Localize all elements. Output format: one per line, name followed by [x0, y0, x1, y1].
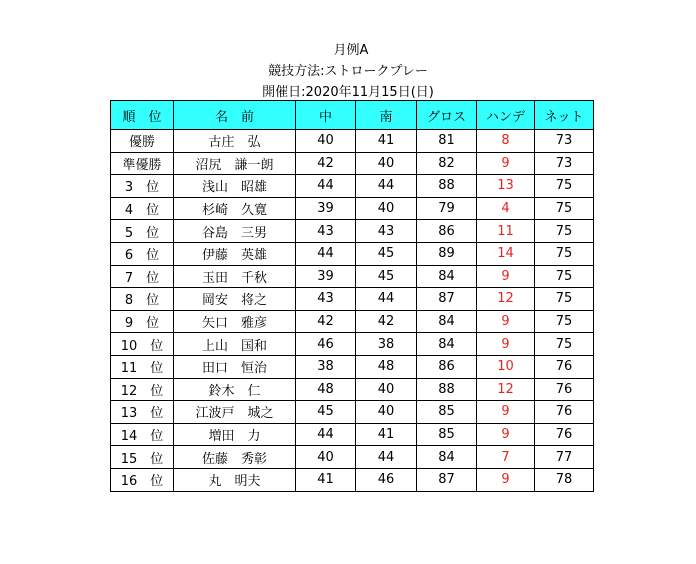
rank-cell: 11 位: [111, 355, 174, 378]
rank-cell: 9 位: [111, 310, 174, 333]
gross-score-cell: 87: [417, 288, 477, 311]
player-name-cell: 伊藤 英雄: [174, 242, 296, 265]
table-row: [111, 355, 594, 378]
gross-score-cell: 84: [417, 446, 477, 469]
gross-score-cell: 85: [417, 423, 477, 446]
table-row: [111, 175, 594, 198]
handicap-cell: 9: [477, 468, 535, 491]
rank-cell: 5 位: [111, 220, 174, 243]
gross-score-cell: 79: [417, 197, 477, 220]
header-gross: グロス: [417, 101, 477, 130]
rank-cell: 14 位: [111, 423, 174, 446]
header-net: ネット: [535, 101, 594, 130]
gross-score-cell: 81: [417, 130, 477, 153]
player-name-cell: 沼尻 謙一朗: [174, 152, 296, 175]
table-row: [111, 446, 594, 469]
out-score-cell: 43: [296, 220, 356, 243]
net-score-cell: 75: [535, 310, 594, 333]
competition-format: 競技方法:ストロークプレー: [268, 64, 428, 79]
player-name-cell: 佐藤 秀彰: [174, 446, 296, 469]
handicap-cell: 12: [477, 288, 535, 311]
handicap-cell: 13: [477, 175, 535, 198]
table-row: [111, 401, 594, 424]
net-score-cell: 73: [535, 152, 594, 175]
player-name-cell: 上山 国和: [174, 333, 296, 356]
net-score-cell: 76: [535, 355, 594, 378]
handicap-cell: 11: [477, 220, 535, 243]
player-name-cell: 江波戸 城之: [174, 401, 296, 424]
gross-score-cell: 86: [417, 220, 477, 243]
gross-score-cell: 88: [417, 378, 477, 401]
in-score-cell: 40: [356, 378, 417, 401]
in-score-cell: 40: [356, 152, 417, 175]
net-score-cell: 75: [535, 265, 594, 288]
table-row: [111, 310, 594, 333]
gross-score-cell: 84: [417, 333, 477, 356]
out-score-cell: 44: [296, 423, 356, 446]
net-score-cell: 75: [535, 197, 594, 220]
table-row: [111, 288, 594, 311]
table-row: [111, 130, 594, 153]
player-name-cell: 杉崎 久寛: [174, 197, 296, 220]
player-name-cell: 鈴木 仁: [174, 378, 296, 401]
handicap-cell: 8: [477, 130, 535, 153]
competition-date: 開催日:2020年11月15日(日): [262, 85, 434, 100]
net-score-cell: 77: [535, 446, 594, 469]
rank-cell: 12 位: [111, 378, 174, 401]
out-score-cell: 41: [296, 468, 356, 491]
net-score-cell: 75: [535, 333, 594, 356]
gross-score-cell: 88: [417, 175, 477, 198]
table-row: [111, 333, 594, 356]
table-row: [111, 152, 594, 175]
player-name-cell: 田口 恒治: [174, 355, 296, 378]
table-row: [111, 468, 594, 491]
player-name-cell: 増田 力: [174, 423, 296, 446]
out-score-cell: 38: [296, 355, 356, 378]
out-score-cell: 44: [296, 242, 356, 265]
net-score-cell: 75: [535, 220, 594, 243]
header-handicap: ハンデ: [477, 101, 535, 130]
header-name: 名 前: [174, 101, 296, 130]
out-score-cell: 48: [296, 378, 356, 401]
gross-score-cell: 84: [417, 310, 477, 333]
rank-cell: 16 位: [111, 468, 174, 491]
player-name-cell: 浅山 昭雄: [174, 175, 296, 198]
table-row: [111, 265, 594, 288]
in-score-cell: 44: [356, 288, 417, 311]
out-score-cell: 42: [296, 152, 356, 175]
handicap-cell: 4: [477, 197, 535, 220]
in-score-cell: 45: [356, 242, 417, 265]
header-rank: 順 位: [111, 101, 174, 130]
rank-cell: 8 位: [111, 288, 174, 311]
rank-cell: 3 位: [111, 175, 174, 198]
results-body: [111, 130, 594, 492]
player-name-cell: 古庄 弘: [174, 130, 296, 153]
in-score-cell: 43: [356, 220, 417, 243]
net-score-cell: 75: [535, 175, 594, 198]
out-score-cell: 39: [296, 265, 356, 288]
rank-cell: 準優勝: [111, 152, 174, 175]
net-score-cell: 78: [535, 468, 594, 491]
table-row: [111, 242, 594, 265]
handicap-cell: 9: [477, 401, 535, 424]
gross-score-cell: 86: [417, 355, 477, 378]
rank-cell: 4 位: [111, 197, 174, 220]
header-row: [111, 101, 594, 130]
in-score-cell: 44: [356, 446, 417, 469]
handicap-cell: 7: [477, 446, 535, 469]
rank-cell: 13 位: [111, 401, 174, 424]
rank-cell: 7 位: [111, 265, 174, 288]
table-row: [111, 423, 594, 446]
handicap-cell: 9: [477, 265, 535, 288]
table-row: [111, 378, 594, 401]
in-score-cell: 41: [356, 130, 417, 153]
out-score-cell: 39: [296, 197, 356, 220]
rank-cell: 15 位: [111, 446, 174, 469]
header-out: 中: [296, 101, 356, 130]
out-score-cell: 45: [296, 401, 356, 424]
player-name-cell: 丸 明夫: [174, 468, 296, 491]
out-score-cell: 40: [296, 446, 356, 469]
net-score-cell: 75: [535, 242, 594, 265]
rank-cell: 10 位: [111, 333, 174, 356]
table-row: [111, 220, 594, 243]
in-score-cell: 45: [356, 265, 417, 288]
gross-score-cell: 85: [417, 401, 477, 424]
in-score-cell: 46: [356, 468, 417, 491]
net-score-cell: 75: [535, 288, 594, 311]
handicap-cell: 9: [477, 152, 535, 175]
gross-score-cell: 82: [417, 152, 477, 175]
out-score-cell: 43: [296, 288, 356, 311]
header-in: 南: [356, 101, 417, 130]
player-name-cell: 玉田 千秋: [174, 265, 296, 288]
out-score-cell: 46: [296, 333, 356, 356]
rank-cell: 6 位: [111, 242, 174, 265]
out-score-cell: 44: [296, 175, 356, 198]
handicap-cell: 9: [477, 423, 535, 446]
in-score-cell: 41: [356, 423, 417, 446]
in-score-cell: 42: [356, 310, 417, 333]
results-table: [110, 100, 594, 492]
player-name-cell: 矢口 雅彦: [174, 310, 296, 333]
in-score-cell: 40: [356, 197, 417, 220]
gross-score-cell: 89: [417, 242, 477, 265]
player-name-cell: 岡安 将之: [174, 288, 296, 311]
handicap-cell: 9: [477, 310, 535, 333]
net-score-cell: 76: [535, 378, 594, 401]
out-score-cell: 40: [296, 130, 356, 153]
handicap-cell: 14: [477, 242, 535, 265]
rank-cell: 優勝: [111, 130, 174, 153]
net-score-cell: 73: [535, 130, 594, 153]
in-score-cell: 38: [356, 333, 417, 356]
in-score-cell: 40: [356, 401, 417, 424]
gross-score-cell: 84: [417, 265, 477, 288]
handicap-cell: 9: [477, 333, 535, 356]
net-score-cell: 76: [535, 423, 594, 446]
player-name-cell: 谷島 三男: [174, 220, 296, 243]
table-row: [111, 197, 594, 220]
competition-title: 月例A: [333, 43, 369, 58]
handicap-cell: 12: [477, 378, 535, 401]
gross-score-cell: 87: [417, 468, 477, 491]
out-score-cell: 42: [296, 310, 356, 333]
handicap-cell: 10: [477, 355, 535, 378]
net-score-cell: 76: [535, 401, 594, 424]
in-score-cell: 44: [356, 175, 417, 198]
in-score-cell: 48: [356, 355, 417, 378]
